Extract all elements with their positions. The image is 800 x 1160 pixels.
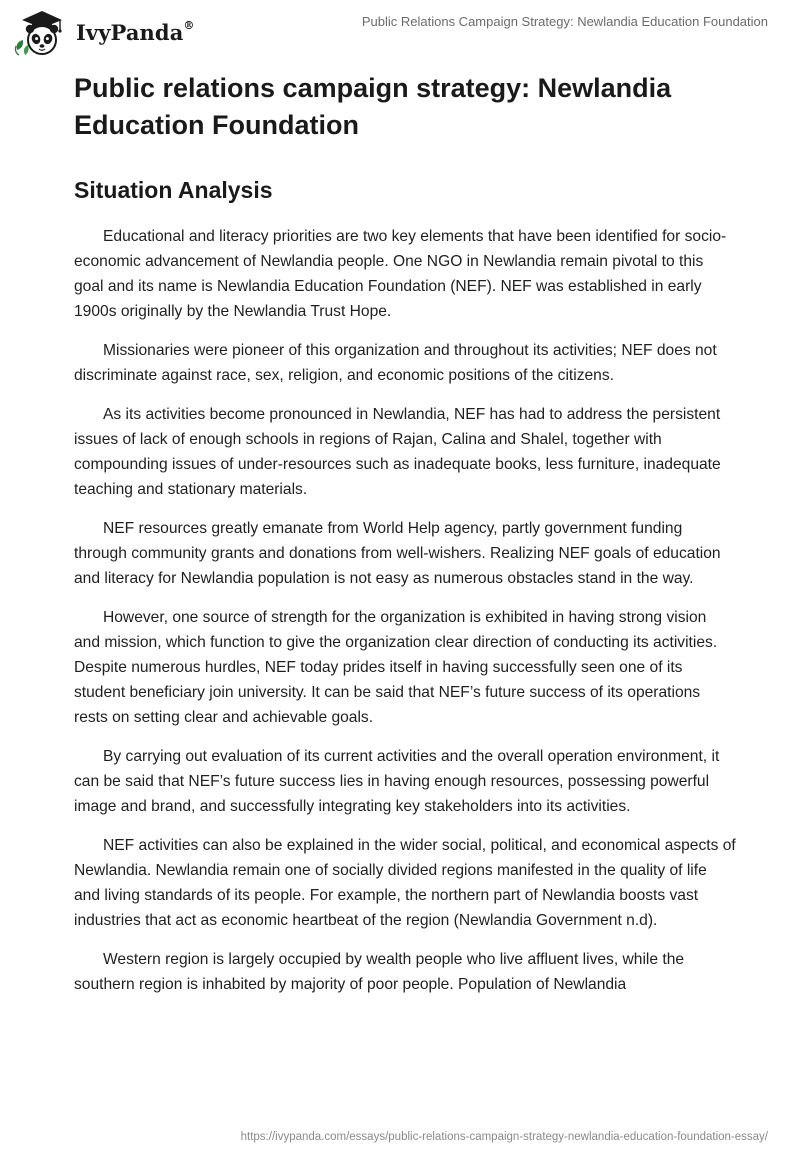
logo-wordmark <box>76 20 195 45</box>
logo-text: IvyPanda <box>76 19 184 45</box>
registered-mark: ® <box>183 18 195 32</box>
running-title: Public Relations Campaign Strategy: Newlandia Education Foundation <box>361 14 768 29</box>
paragraph: Western region is largely occupied by wealth people who live affluent lives, while the southern region is inhabited by majority of poor people. Population of Newlandia <box>74 951 685 993</box>
essay-body <box>74 224 736 1011</box>
essay-content <box>74 70 736 993</box>
paragraph: Missionaries were pioneer of this organization and throughout its activities; NEF does not discriminate against race, sex, religion, and economic positions of the citizens. <box>74 342 717 384</box>
paragraph: NEF activities can also be explained in the wider social, political, and economical aspects of Newlandia. Newlandia remain one of socially divided regions manifested in the quality of life and living standards of its people. For example, the northern part of Newlandia boosts vast industries that act as economic heartbeat of the region (Newlandia Government n.d). <box>74 837 736 929</box>
panda-graduate-icon <box>14 8 72 58</box>
section-heading: Situation Analysis <box>74 177 273 203</box>
paragraph: Educational and literacy priorities are two key elements that have been identified for socio-economic advancement of Newlandia people. One NGO in Newlandia remain pivotal to this goal and its name is Newlandia Education Foundation (NEF). NEF was established in early 1900s originally by the Newlandia Trust Hope. <box>74 228 727 320</box>
ivypanda-logo[interactable] <box>14 8 195 58</box>
page-header <box>0 0 800 70</box>
source-url[interactable]: https://ivypanda.com/essays/public-relations-campaign-strategy-newlandia-education-foundation-essay/ <box>240 1131 768 1143</box>
paragraph: However, one source of strength for the organization is exhibited in having strong vision and mission, which function to give the organization clear direction of conducting its activities. Despite numerous hurdles, NEF today prides itself in having successfully seen one of its student beneficiary join university. It can be said that NEF’s future success of its operations rests on setting clear and achievable goals. <box>74 609 718 726</box>
paragraph: By carrying out evaluation of its current activities and the overall operation environment, it can be said that NEF’s future success lies in having enough resources, possessing powerful image and brand, and successfully integrating key stakeholders into its activities. <box>74 748 720 815</box>
page-title: Public relations campaign strategy: Newlandia Education Foundation <box>74 73 672 140</box>
paragraph: As its activities become pronounced in Newlandia, NEF has had to address the persistent issues of lack of enough schools in regions of Rajan, Calina and Shalel, together with compounding issues of under-resources such as inadequate books, less furniture, inadequate teaching and stationary materials. <box>74 406 721 498</box>
paragraph: NEF resources greatly emanate from World Help agency, partly government funding through community grants and donations from well-wishers. Realizing NEF goals of education and literacy for Newlandia population is not easy as numerous obstacles stand in the way. <box>74 520 721 587</box>
